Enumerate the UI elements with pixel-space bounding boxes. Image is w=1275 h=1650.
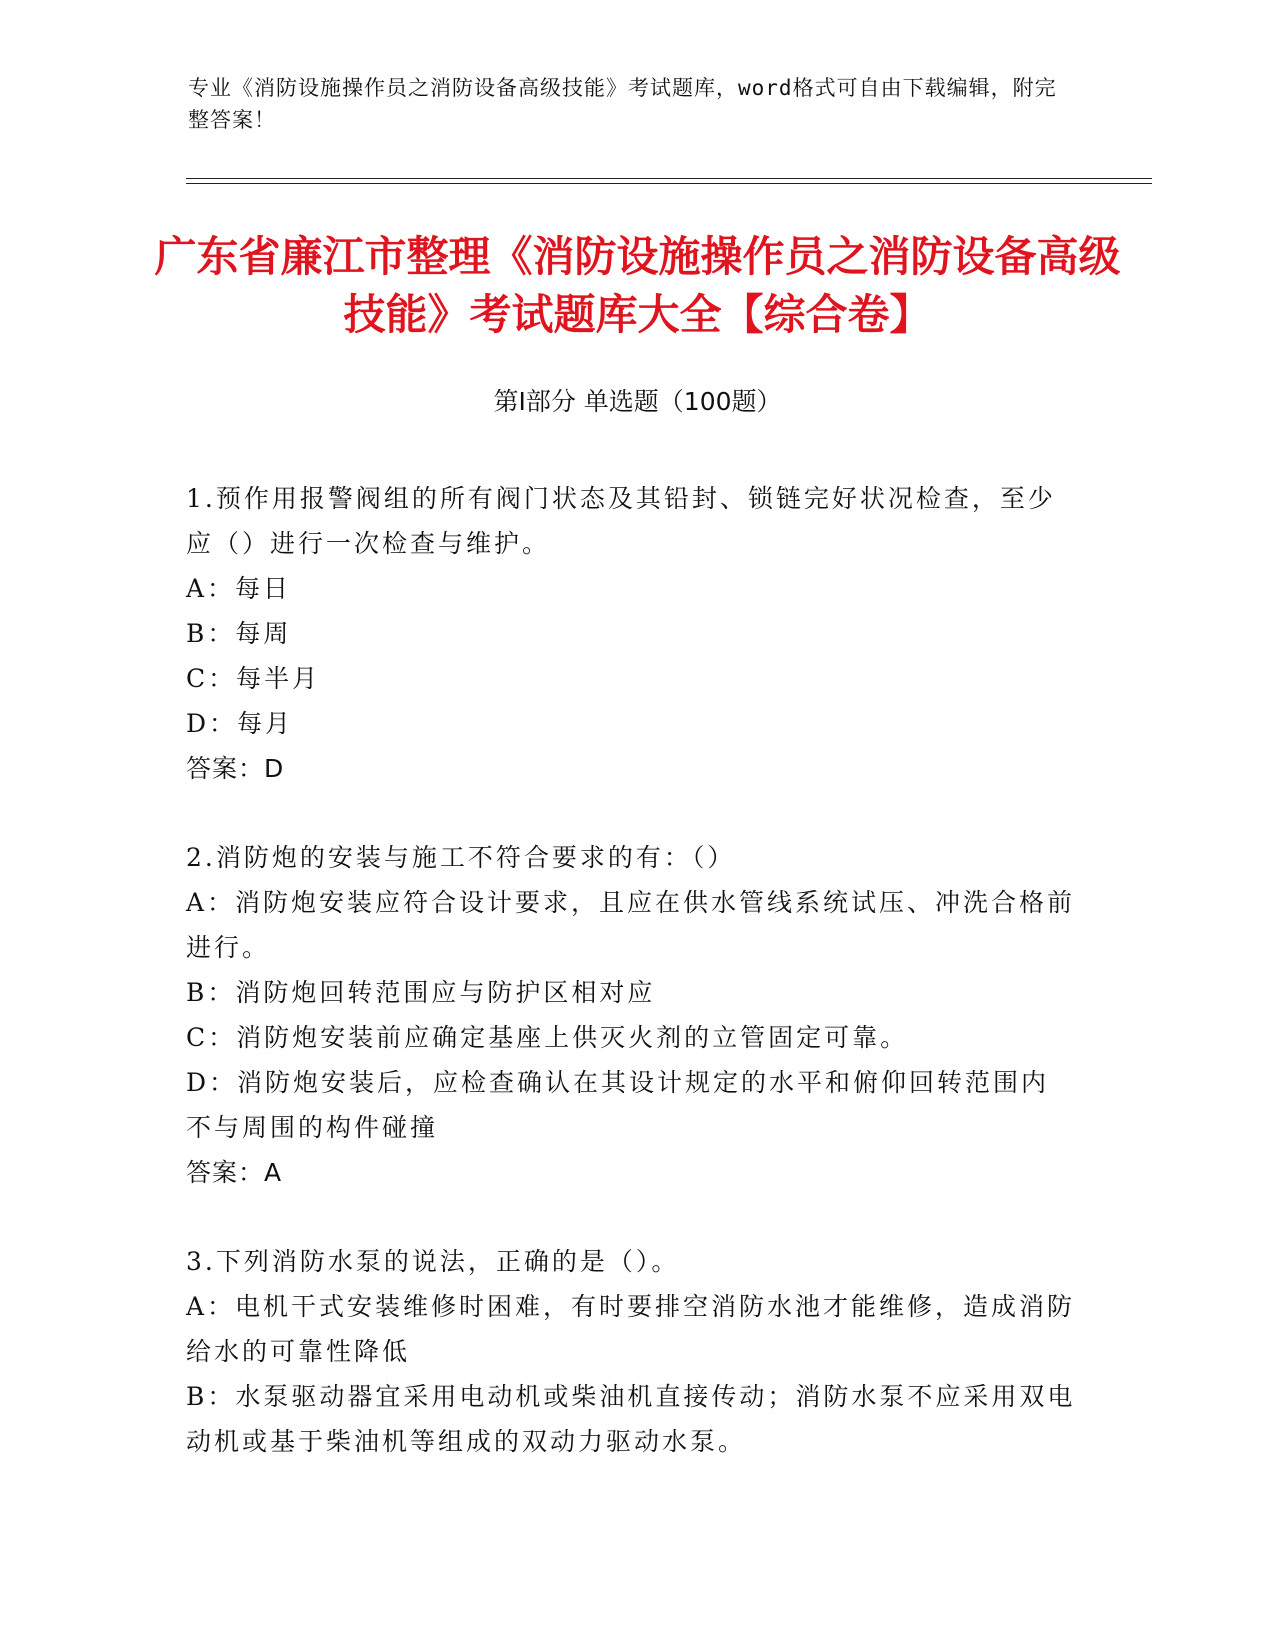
document-title: 广东省廉江市整理《消防设施操作员之消防设备高级技能》考试题库大全【综合卷】: [154, 232, 1121, 339]
answer-line: [186, 1150, 1076, 1195]
question-2: [186, 835, 1076, 1195]
answer-value: D: [264, 754, 285, 783]
question-1: [186, 476, 1076, 791]
header-rule-top: [186, 178, 1152, 179]
option-b: B：每周: [186, 619, 292, 648]
option-d: D：消防炮安装后，应检查确认在其设计规定的水平和俯仰回转范围内不与周围的构件碰撞: [186, 1068, 1050, 1142]
question-3: [186, 1239, 1076, 1464]
section-title: 第Ⅰ部分 单选题（100题）: [493, 387, 782, 416]
option-a: A：电机干式安装维修时困难，有时要排空消防水池才能维修，造成消防给水的可靠性降低: [186, 1292, 1076, 1366]
question-list: [186, 476, 1076, 1508]
option-c: C：每半月: [186, 664, 321, 693]
header-note: 专业《消防设施操作员之消防设备高级技能》考试题库，word格式可自由下载编辑，附完整答案！: [188, 76, 1057, 132]
option-b: B：水泵驱动器宜采用电动机或柴油机直接传动；消防水泵不应采用双电动机或基于柴油机等组成的双动力驱动水泵。: [186, 1382, 1076, 1456]
option-a: A：消防炮安装应符合设计要求，且应在供水管线系统试压、冲洗合格前进行。: [186, 888, 1076, 962]
option-c: C：消防炮安装前应确定基座上供灭火剂的立管固定可靠。: [186, 1023, 909, 1052]
answer-line: [186, 746, 1076, 791]
header-rule-bottom: [186, 183, 1152, 184]
question-stem: 3.下列消防水泵的说法，正确的是（）。: [186, 1247, 680, 1276]
option-d: D：每月: [186, 709, 294, 738]
option-b: B：消防炮回转范围应与防护区相对应: [186, 978, 656, 1007]
question-stem: 1.预作用报警阀组的所有阀门状态及其铅封、锁链完好状况检查，至少应（）进行一次检查与维护。: [186, 484, 1056, 558]
answer-label: 答案：: [186, 1158, 265, 1187]
answer-value: A: [264, 1158, 283, 1187]
question-stem: 2.消防炮的安装与施工不符合要求的有：（）: [186, 843, 736, 872]
option-a: A：每日: [186, 574, 292, 603]
answer-label: 答案：: [186, 754, 265, 783]
